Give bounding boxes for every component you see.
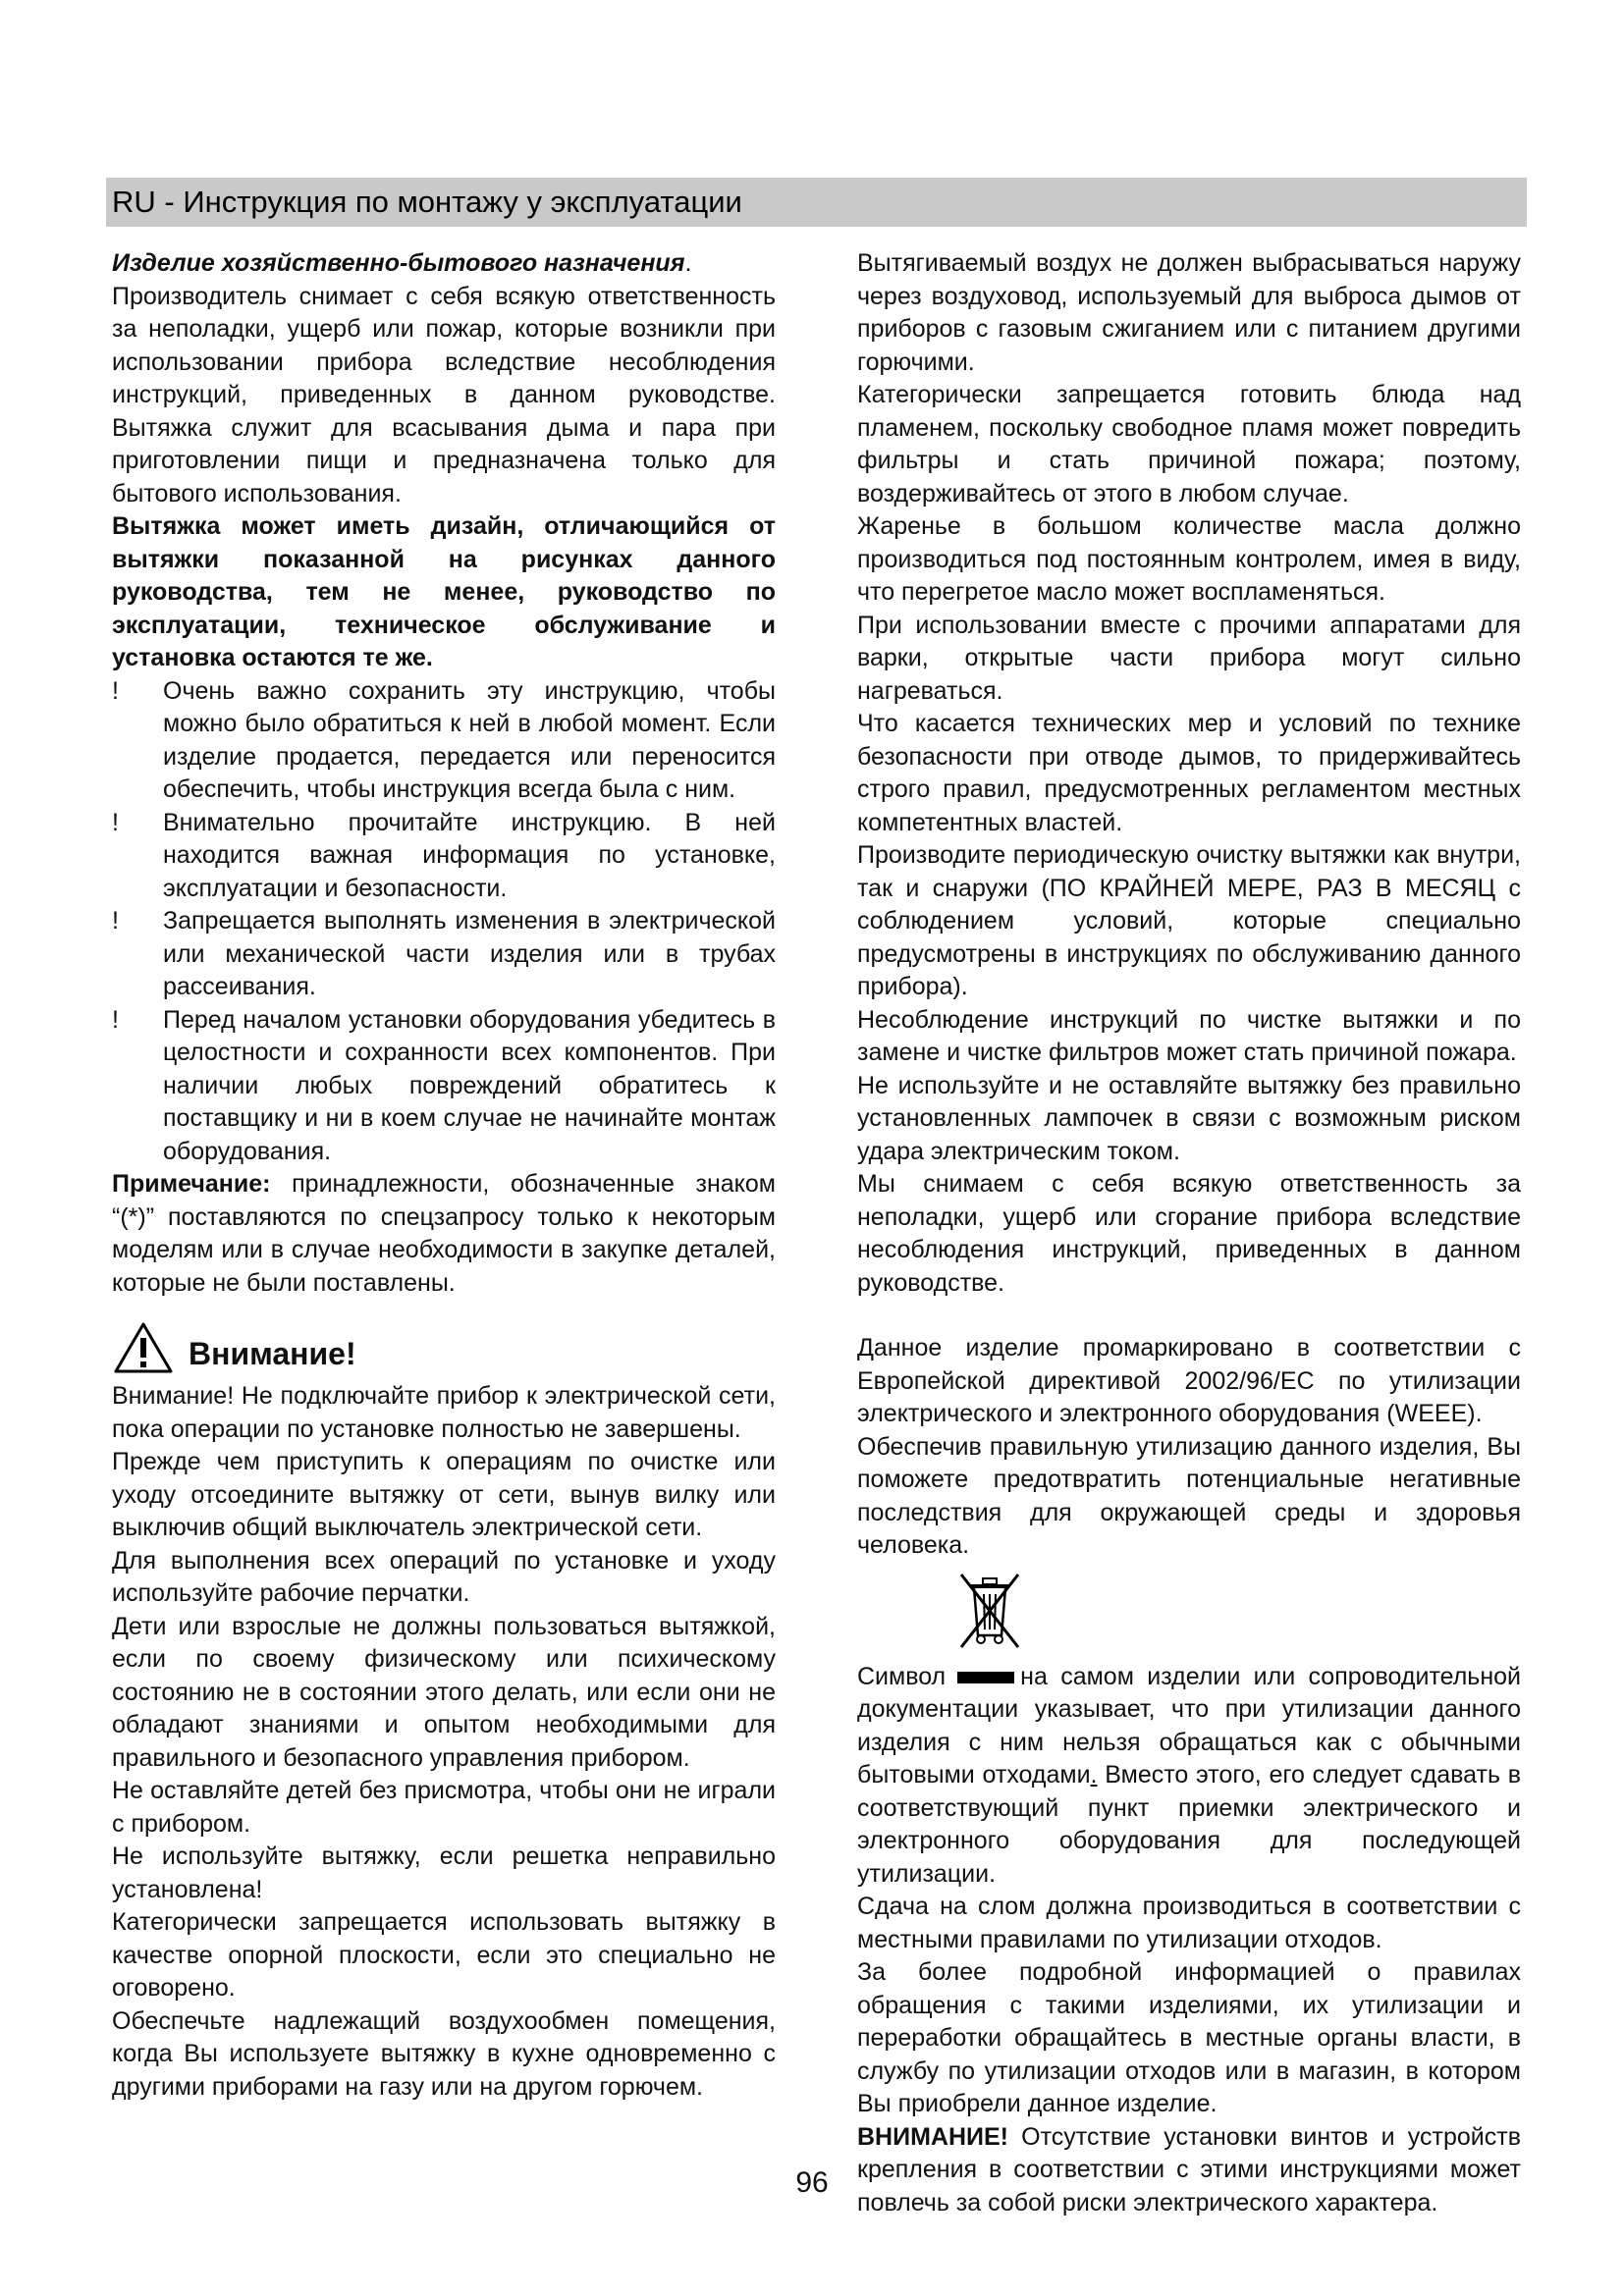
safety-paragraph: Производите периодическую очистку вытяжки как внутри, так и снаружи (ПО КРАЙНЕЙ МЕРЕ, РАЗ В МЕСЯЦ с соблюдением условий, которые специально предусмотрены в инструкциях по обслуживанию данного прибора).	[857, 841, 1521, 1000]
section-header-bar	[106, 178, 1527, 227]
exclamation-icon: !	[112, 676, 119, 705]
symbol-paragraph: Символ на самом изделии или сопроводительной документации указывает, что при утилизации данного изделия с ним нельзя обращаться как с обычными бытовыми отходами. Вместо этого, его следует сдавать в соответствующий пункт приемки электрического и электронного оборудования для последующей утилизации.	[857, 1662, 1522, 1888]
warning-paragraph: Не оставляйте детей без присмотра, чтобы они не играли с прибором.	[112, 1777, 776, 1838]
warning-heading: Внимание!	[112, 1317, 776, 1378]
disposal-paragraph: За более подробной информацией о правилах обращения с такими изделиями, их утилизации и переработки обращайтесь в местные органы власти, в службу по утилизации отходов или в магазин, в котором Вы приобрели данное изделие.	[857, 1958, 1521, 2117]
intro-heading: Изделие хозяйственно-бытового назначения.	[112, 249, 692, 277]
exclamation-icon: !	[112, 907, 119, 934]
safety-paragraph: Жаренье в большом количестве масла должно производиться под постоянным контролем, имея в виду, что перегретое масло может воспламеняться.	[857, 512, 1521, 606]
warning-triangle-icon	[112, 1320, 175, 1375]
list-item: ! Запрещается выполнять изменения в электрической или механической части изделия или в трубах рассеивания.	[112, 905, 776, 1004]
design-notice: Вытяжка может иметь дизайн, отличающийся от вытяжки показанной на рисунках данного руководства, тем не менее, руководство по эксплуатации, техническое обслуживание и установка остаются те же.	[112, 512, 776, 671]
disposal-paragraph: Сдача на слом должна производиться в соответствии с местными правилами по утилизации отходов.	[857, 1893, 1521, 1953]
exclamation-icon: !	[112, 808, 119, 836]
right-column	[857, 247, 1521, 2219]
warning-paragraph: Обеспечьте надлежащий воздухообмен помещения, когда Вы используете вытяжку в кухне одновременно с другими приборами на газу или на другом горючем.	[112, 2006, 776, 2101]
list-item: ! Внимательно прочитайте инструкцию. В ней находится важная информация по установке, эксплуатации и безопасности.	[112, 807, 776, 906]
warning-paragraph: Не используйте вытяжку, если решетка неправильно установлена!	[112, 1842, 776, 1903]
safety-paragraph: Вытягиваемый воздух не должен выбрасываться наружу через воздуховод, используемый для выброса дымов от приборов с газовым сжиганием или с питанием другими горючими.	[857, 249, 1521, 376]
safety-paragraph: Не используйте и не оставляйте вытяжку без правильно установленных лампочек в связи с возможным риском удара электрическим током.	[857, 1071, 1521, 1165]
page-number: 96	[795, 2166, 829, 2199]
warning-paragraph: Дети или взрослые не должны пользоваться вытяжкой, если по своему физическому или психическому состоянию не в состоянии этого делать, или если они не обладают знаниями и опытом необходимыми для правильного и безопасного управления прибором.	[112, 1612, 776, 1772]
safety-paragraph: При использовании вместе с прочими аппаратами для варки, открытые части прибора могут сильно нагреваться.	[857, 611, 1521, 705]
accessories-note: Примечание: принадлежности, обозначенные знаком “(*)” поставляются по спецзапросу только к некоторым моделям или в случае необходимости в закупке деталей, которые не были поставлены.	[112, 1170, 776, 1297]
warning-paragraph: Прежде чем приступить к операциям по очистке или уходу отсоедините вытяжку от сети, вынув вилку или выключив общий выключатель электрической сети.	[112, 1448, 776, 1541]
exclamation-icon: !	[112, 1005, 119, 1034]
final-warning: ВНИМАНИЕ! Отсутствие установки винтов и устройств крепления в соответствии с этими инструкциями может повлечь за собой риски электрического характера.	[857, 2122, 1521, 2216]
warning-paragraph: Для выполнения всех операций по установке и уходу используйте рабочие перчатки.	[112, 1546, 776, 1607]
list-item: ! Перед началом установки оборудования убедитесь в целостности и сохранности всех компонентов. При наличии любых повреждений обратитесь к поставщику и ни в коем случае не начинайте монтаж оборудования.	[112, 1004, 776, 1169]
underlined-dot: .	[1090, 1761, 1098, 1789]
safety-paragraph: Категорически запрещается готовить блюда над пламенем, поскольку свободное пламя может повредить фильтры и стать причиной пожара; поэтому, воздерживайтесь от этого в любом случае.	[857, 381, 1521, 507]
safety-paragraph: Что касается технических мер и условий по технике безопасности при отводе дымов, то придерживайтесь строго правил, предусмотренных регламентом местных компетентных властей.	[857, 710, 1521, 836]
safety-paragraph: Несоблюдение инструкций по чистке вытяжки и по замене и чистке фильтров может стать причиной пожара.	[857, 1005, 1521, 1066]
black-bar-icon	[957, 1672, 1014, 1683]
safety-paragraph: Мы снимаем с себя всякую ответственность за неполадки, ущерб или сгорание прибора вследствие несоблюдения инструкций, приведенных в данном руководстве.	[857, 1170, 1521, 1297]
list-item: ! Очень важно сохранить эту инструкцию, чтобы можно было обратиться к ней в любой момент. Если изделие продается, передается или переносится обеспечить, чтобы инструкция всегда была с ним.	[112, 675, 776, 807]
intro-paragraph: Производитель снимает с себя всякую ответственность за неполадки, ущерб или пожар, которые возникли при использовании прибора вследствие несоблюдения инструкций, приведенных в данном руководстве. Вытяжка служит для всасывания дыма и пара при приготовлении пищи и предназначена только для бытового использования.	[112, 282, 776, 507]
section-title: RU - Инструкция по монтажу у эксплуатации	[112, 185, 742, 219]
spacer	[857, 1300, 1521, 1332]
warning-paragraph: Внимание! Не подключайте прибор к электрической сети, пока операции по установке полностью не завершены.	[112, 1382, 776, 1443]
crossed-bin-icon	[955, 1571, 1024, 1651]
left-column	[112, 247, 776, 2104]
weee-paragraph: Данное изделие промаркировано в соответствии с Европейской директивой 2002/96/EC по утилизации электрического и электронного оборудования (WEEE).	[857, 1334, 1521, 1427]
weee-paragraph: Обеспечив правильную утилизацию данного изделия, Вы поможете предотвратить потенциальные негативные последствия для окружающей среды и здоровья человека.	[857, 1432, 1521, 1559]
warning-paragraph: Категорически запрещается использовать вытяжку в качестве опорной плоскости, если это специально не оговорено.	[112, 1908, 776, 2002]
